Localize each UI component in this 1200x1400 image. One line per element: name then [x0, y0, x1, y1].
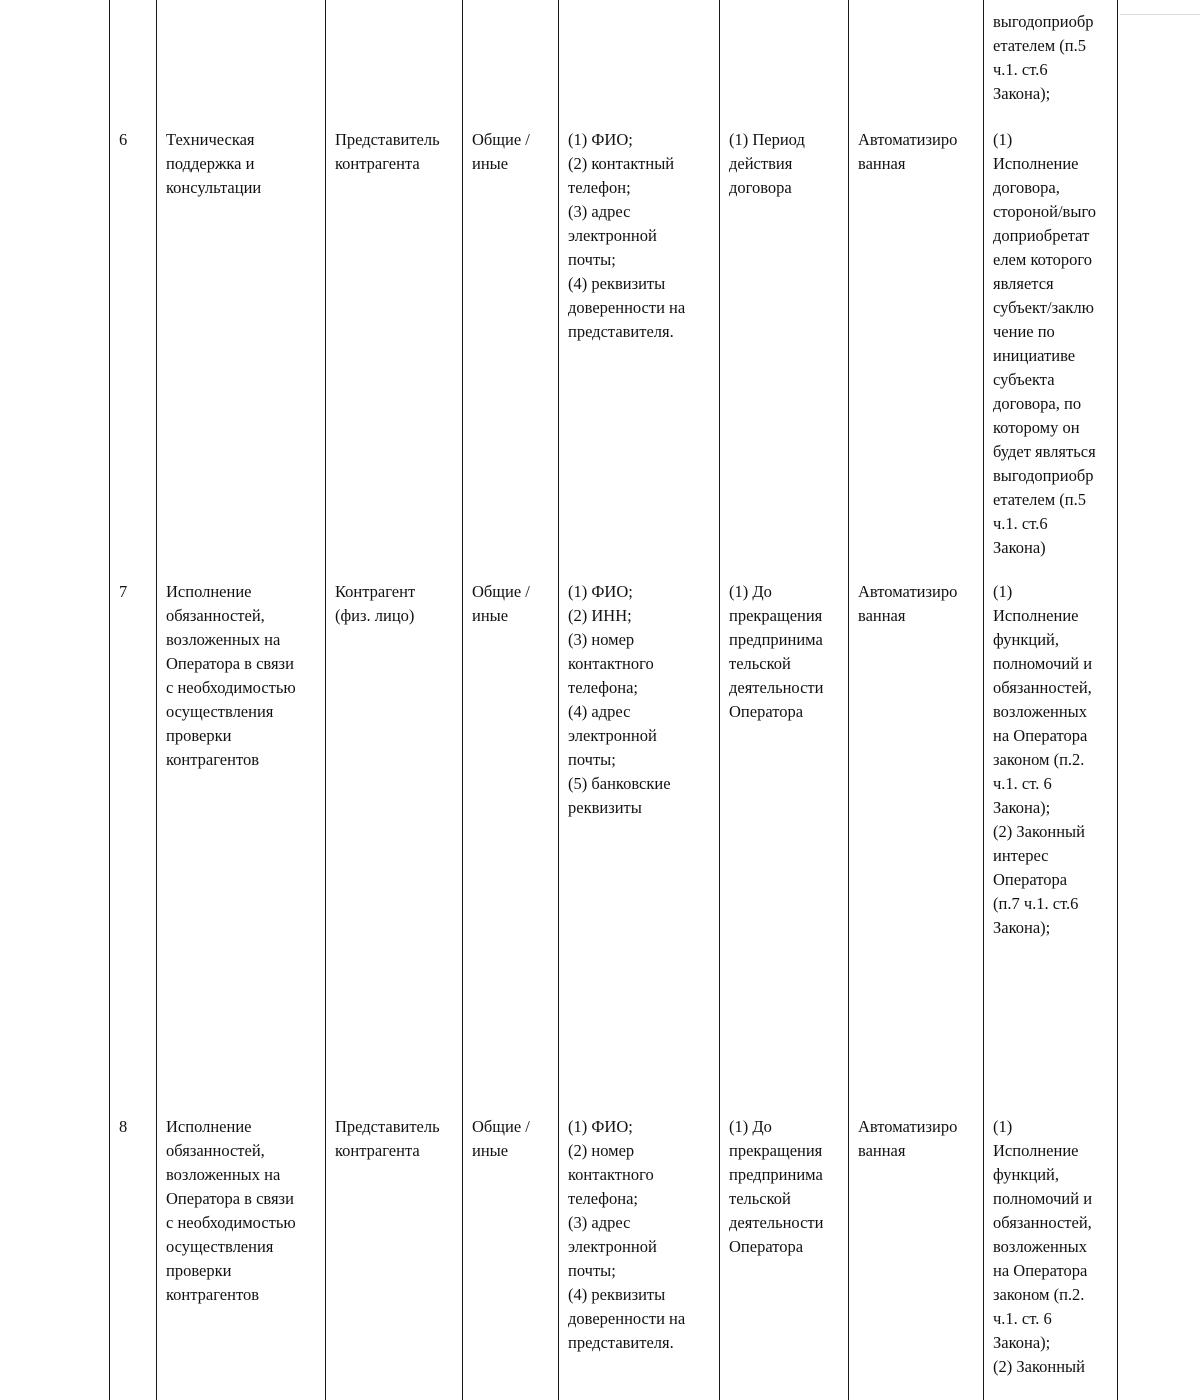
column-border — [1117, 0, 1118, 1400]
row-number: 8 — [119, 1117, 128, 1136]
column-border — [558, 0, 559, 1400]
legal-basis: (1) Исполнение договора, стороной/выго доприобретат елем которого является субъект/заклю чение по инициативе субъекта договора, по которому он будет являться выгодоприобр етателем (п.5 ч.1. ст.6 Закона) — [993, 130, 1097, 557]
legal-basis: (1) Исполнение функций, полномочий и обязанностей, возложенных на Оператора законом (п.2. ч.1. ст. 6 Закона); (2) Законный интерес Оператора (п.7 ч.1. ст.6 Закона); — [993, 582, 1093, 937]
column-border — [983, 0, 984, 1400]
processing-purpose: Исполнение обязанностей, возложенных на Оператора в связи с необходимостью осуществления проверки контрагентов — [166, 1117, 296, 1304]
data-subject: Представитель контрагента — [335, 1117, 440, 1160]
column-border — [462, 0, 463, 1400]
processing-method: Автоматизиро ванная — [858, 130, 958, 173]
column-border — [109, 0, 110, 1400]
personal-data-list: (1) ФИО; (2) номер контактного телефона; (3) адрес электронной почты; (4) реквизиты доверенности на представителя. — [568, 1117, 686, 1352]
data-category: Общие / иные — [472, 130, 530, 173]
data-subject: Контрагент (физ. лицо) — [335, 582, 416, 625]
processing-purpose: Исполнение обязанностей, возложенных на Оператора в связи с необходимостью осуществления проверки контрагентов — [166, 582, 296, 769]
carryover-basis-cell: выгодоприобр етателем (п.5 ч.1. ст.6 Закона); — [993, 12, 1094, 103]
processing-purpose: Техническая поддержка и консультации — [166, 130, 262, 197]
personal-data-list: (1) ФИО; (2) ИНН; (3) номер контактного телефона; (4) адрес электронной почты; (5) банковские реквизиты — [568, 582, 671, 817]
data-category: Общие / иные — [472, 582, 530, 625]
data-category: Общие / иные — [472, 1117, 530, 1160]
column-border — [156, 0, 157, 1400]
row-number: 6 — [119, 130, 128, 149]
page-edge — [1120, 0, 1200, 15]
processing-period: (1) До прекращения предпринима тельской деятельности Оператора — [729, 582, 824, 721]
legal-basis: (1) Исполнение функций, полномочий и обязанностей, возложенных на Оператора законом (п.2. ч.1. ст. 6 Закона); (2) Законный — [993, 1117, 1093, 1376]
row-number: 7 — [119, 582, 128, 601]
column-border — [325, 0, 326, 1400]
processing-method: Автоматизиро ванная — [858, 1117, 958, 1160]
processing-method: Автоматизиро ванная — [858, 582, 958, 625]
personal-data-list: (1) ФИО; (2) контактный телефон; (3) адрес электронной почты; (4) реквизиты доверенности на представителя. — [568, 130, 686, 341]
data-subject: Представитель контрагента — [335, 130, 440, 173]
column-border — [848, 0, 849, 1400]
processing-period: (1) До прекращения предпринима тельской деятельности Оператора — [729, 1117, 824, 1256]
processing-period: (1) Период действия договора — [729, 130, 805, 197]
column-border — [719, 0, 720, 1400]
